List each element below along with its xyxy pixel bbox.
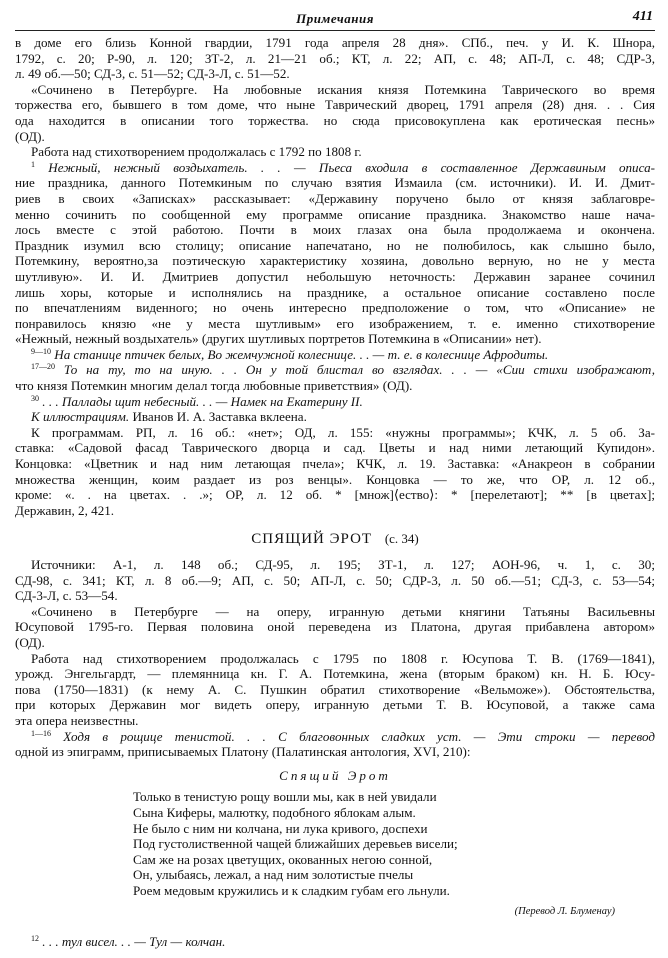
text-line: «Сочинено в Петербурге. На любовные искания князя Потемкина Таврического во время	[31, 81, 655, 97]
poem-title: Спящий Эрот	[279, 767, 391, 783]
note-9-10: $^{9—10}$ На станице птичек белых, Во жемчужной колеснице. . . — т. е. в колеснице Афродиты.	[31, 346, 549, 362]
note-30: $^{30}$ . . . Паллады щит небесный. . . — Намек на Екатерину II.	[31, 393, 363, 409]
poem-line: Сам же на розах цветущих, окованных негою сонной,	[133, 851, 433, 867]
text-line: пова (1750—1831) (к нему А. С. Пушкин обратил стихотворение «Вельможе»). Обстоятельства,	[15, 681, 655, 697]
note-17-20: $^{17—20}$ То на ту, то на иную. . . Он у той блистал во взглядах. . . — «Сии стихи изображают, что князя Потемкин многим делал тогда любовные приветствия» (ОД).	[15, 362, 655, 394]
running-title: Примечания	[296, 11, 374, 26]
text-line: при которых Державин мог видеть оперу, игранную детьми Т. В. Юсуповой, а также сама	[15, 697, 655, 713]
page-number: 411	[632, 9, 653, 24]
text-line: СД-3-Л, с. 53—54.	[15, 588, 118, 604]
poem-line: Под густолиственной чащей ближайших деревьев висели;	[133, 836, 458, 852]
text-line: ода находится в описании того торжества. но сюда присовокуплена как еротическая песнь»	[15, 112, 655, 128]
translator-credit: (Перевод Л. Блуменау)	[514, 906, 615, 918]
text-line: торжества его, бывшего в том доме, что ныне Таврический дворец, 1791 апреля (28) дня. . . Сия	[15, 97, 655, 113]
text-line: одной из эпиграмм, приписываемых Платону (Палатинская антология, XVI, 210):	[15, 744, 471, 760]
illustrations-note: К иллюстрациям. Иванов И. А. Заставка вклеена.	[31, 409, 307, 425]
note-12: $^{12}$ . . . тул висел. . . — Тул — колчан.	[31, 934, 226, 950]
text-line: ние праздника, данного Потемкиным по случаю взятия Измаила (см. источники). И. И. Дмит-	[15, 175, 655, 191]
poem-line: Он, улыбаясь, лежал, а над ним золотистые пчелы	[133, 867, 414, 883]
text-line: СД-98, с. 341; КТ, л. 8 об.—9; АП, с. 50; АП-Л, с. 50; СДР-3, л. 50 об.—51; СД-3, с. 53—54;	[15, 572, 655, 588]
text-line: риев в своих «Записках» рассказывает: «Державину поручено было от князя заблаговре-	[15, 190, 655, 206]
text-line: по впечатлениям виденного; но очень интересно предположение о том, что «Описание» не	[15, 300, 655, 316]
sources-list	[15, 557, 655, 604]
page	[15, 0, 655, 950]
work-dates: Работа над стихотворением продолжалась с 1792 по 1808 г.	[31, 144, 362, 160]
sources-paragraph	[15, 35, 655, 82]
text-line: Праздник изумил всю столицу; описание напечатано, но не полюбилось, как слышно было,	[15, 237, 655, 253]
section-page-ref: (с. 34)	[384, 531, 419, 547]
running-header	[15, 0, 655, 31]
poem-line: Только в тенистую рощу вошли мы, как в ней увидали	[133, 789, 437, 805]
text-line: $^1$ Нежный, нежный воздыхатель. . . — Пьеса входила в составленное Державиным описа-	[31, 159, 655, 175]
text-line: лишь хоры, которые и исполнялись на празднике, а остальное описание составлено после	[15, 284, 655, 300]
text-line: Державин, 2, 421.	[15, 502, 115, 518]
text-line: «Сочинено в Петербурге — на оперу, игранную детьми княгини Татьяны Васильевны	[31, 603, 655, 619]
text-line: Юсуповой 1795-го. Первая половина оной переведена из Платона, другая прибавлена автором»	[15, 619, 655, 635]
text-line: «Нежный, нежный воздыхатель» (других шутливых портретов Потемкина в «Описании» нет).	[15, 331, 542, 347]
composed-note	[15, 604, 655, 651]
work-paragraph	[15, 651, 655, 729]
poem-line: Сына Киферы, малютку, подобного яблокам алым.	[133, 804, 416, 820]
notes-body	[15, 35, 655, 950]
section-title: СПЯЩИЙ ЭРОТ	[251, 531, 373, 548]
text-line: менно сочинить по сообщенной ему программе описание праздника. Знакомство наше нача-	[15, 206, 655, 222]
text-line: л. 49 об.—50; СД-3, с. 51—52; СД-3-Л, с. 51—52.	[15, 66, 290, 82]
text-line: Источники: А-1, л. 148 об.; СД-95, л. 195; ЗТ-1, л. 127; АОН-96, ч. 1, с. 30;	[31, 557, 655, 572]
text-line: множества женщин, коим раздает из роз венцы». Концовка — то же, что ОР, л. 12 об.,	[15, 471, 655, 487]
note-1	[15, 160, 655, 347]
programs-note	[15, 425, 655, 519]
poem-line: Не было с ним ни колчана, ни лука кривого, доспехи	[133, 820, 428, 836]
text-line: что князя Потемкин многим делал тогда любовные приветствия» (ОД).	[15, 378, 413, 394]
text-line: (ОД).	[15, 634, 45, 650]
text-line: эта опера неизвестны.	[15, 712, 139, 728]
note-1-16: $^{1—16}$ Ходя в рощице тенистой. . . С благовонных сладких уст. — Эти строки — перевод одной из эпиграмм, приписываемых Платону (Палатинская антология, XVI, 210):	[15, 728, 656, 760]
text-line: ставка: «Садовой фасад Таврического дворца и сад. Цветы и над ними летающий Купидон».	[15, 440, 655, 456]
text-line: в доме его близь Конной гвардии, 1791 года апреля 28 дня». СПб., печ. у И. К. Шнора,	[15, 35, 655, 50]
text-line: 1792, с. 20; Р-90, л. 120; ЗТ-2, л. 21—21 об.; КТ, л. 22; АП, с. 48; АП-Л, с. 48; СДР-3,	[15, 50, 655, 66]
text-line: Концовка: «Цветник и над ним летающая пчела»; КЧК, л. 19. Заставка: «Анакреон в собрании	[15, 456, 655, 472]
text-line: Работа над стихотворением продолжалась с 1795 по 1808 г. Юсупова Т. В. (1769—1841),	[31, 650, 655, 666]
text-line: кроме: «. . на цветах. . .»; ОР, л. 12 об. * [множ]⟨ество⟩: * [перелетают]; ** [в цветах];	[15, 487, 655, 503]
author-note-paragraph	[15, 82, 655, 144]
text-line: урожд. Энгельгардт, — племянница кн. Г. А. Потемкина, жена (вторым браком) кн. Н. Б. Юсу-	[15, 666, 655, 682]
text-line: понравилось князю «не у места шутливым» его изображением, т. е. именно стихотворение	[15, 315, 655, 331]
text-line: Потемкину, вероятно,за поэтическую характеристику хозяина, довольно верную, но не у места	[15, 253, 655, 269]
poem-line: Роем медовым кружились и к сладким губам его льнули.	[133, 882, 450, 898]
text-line: (ОД).	[15, 128, 45, 144]
text-line: К программам. РП, л. 16 об.: «нет»; ОД, л. 155: «нужны программы»; КЧК, л. 5 об. За-	[31, 424, 655, 440]
section-heading	[15, 531, 655, 548]
text-line: шутливую». И. И. Дмитриев допустил небольшую неточность: Державин заранее сочинил	[15, 268, 655, 284]
poem	[133, 789, 655, 898]
text-line: лось вместе с этой работою. Почти в моих глазах она была продолжаема и окончена.	[15, 222, 655, 238]
